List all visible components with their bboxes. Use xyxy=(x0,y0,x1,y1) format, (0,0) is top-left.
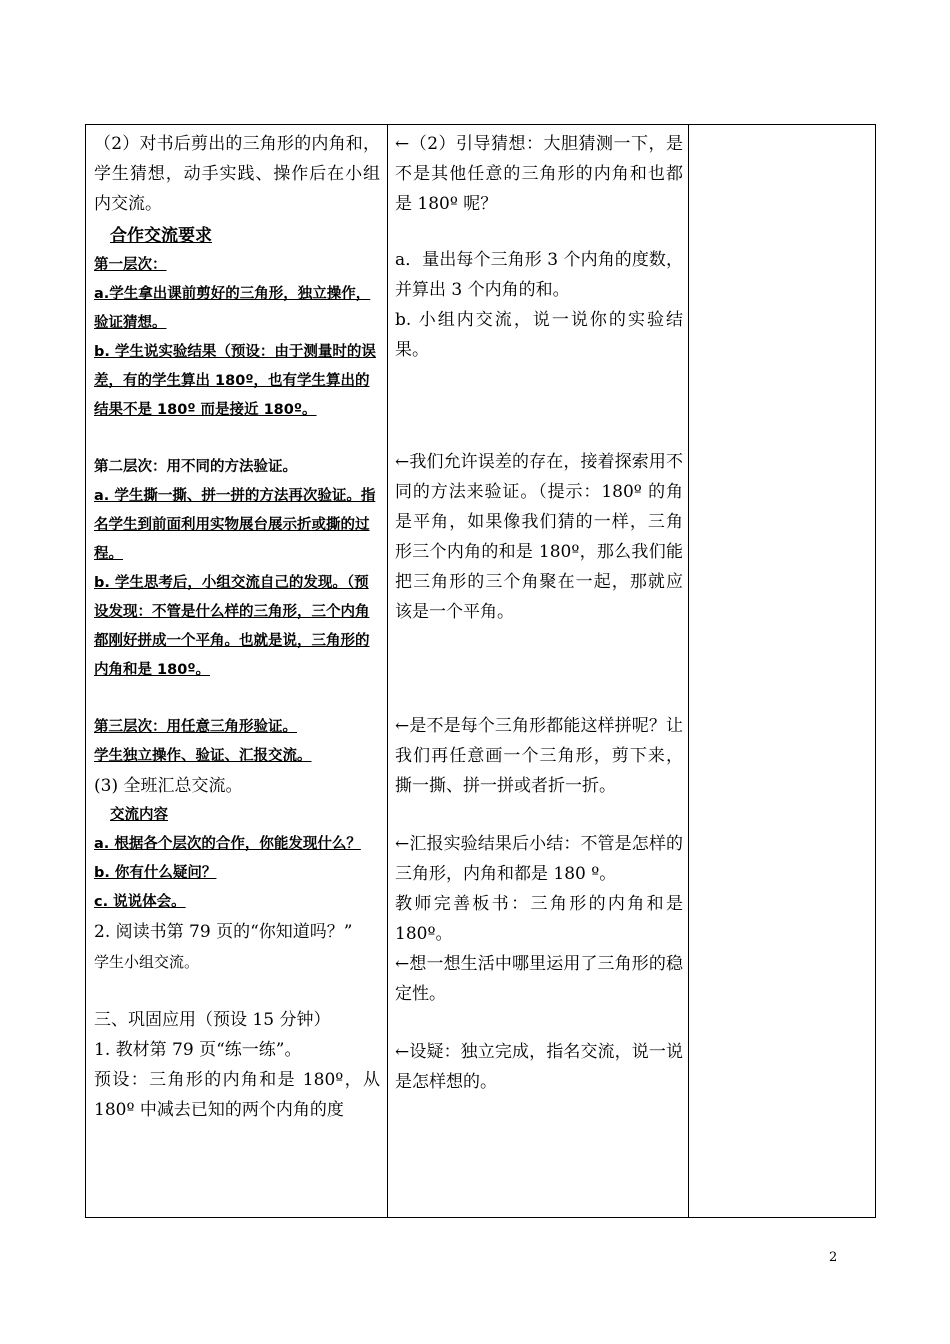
column-divider xyxy=(688,125,689,1217)
stability-text: ←想一想生活中哪里运用了三角形的稳定性。 xyxy=(395,954,683,1004)
teacher-guidance-column xyxy=(395,129,683,1097)
cooperation-requirements-title: 合作交流要求 xyxy=(110,226,212,246)
level2-b: b. 学生思考后，小组交流自己的发现。（预设发现：不管是什么样的三角形，三个内角都刚好拼成一个平角。也就是说，三角形的内角和是 180º。 xyxy=(94,575,370,678)
column-divider xyxy=(387,125,388,1217)
summary-text: ←汇报实验结果后小结：不管是怎样的三角形，内角和都是 180 º。 xyxy=(395,834,683,884)
content-c: c. 说说体会。 xyxy=(94,894,186,910)
doubt-text: ←设疑：独立完成，指名交流，说一说是怎样想的。 xyxy=(395,1042,683,1092)
allow-error-text: ←我们允许误差的存在，接着探索用不同的方法来验证。（提示：180º 的角是平角，如果像我们猜的一样，三角形三个内角的和是 180º，那么我们能把三角形的三个角聚在一起，那就应该是一个平角。 xyxy=(395,452,683,622)
level1-a: a.学生拿出课前剪好的三角形，独立操作，验证猜想。 xyxy=(94,286,371,331)
level3-body: 学生独立操作、验证、汇报交流。 xyxy=(94,748,312,764)
task-b-text: b. 小组内交流，说一说你的实验结果。 xyxy=(395,310,683,360)
level1-title: 第一层次： xyxy=(94,257,167,273)
exercise1-text: 1. 教材第 79 页“练一练”。 xyxy=(94,1040,302,1060)
group-talk-text: 学生小组交流。 xyxy=(94,953,200,971)
level1-b: b. 学生说实验结果（预设：由于测量时的误差，有的学生算出 180º，也有学生算出的结果不是 180º 而是接近 180º。 xyxy=(94,344,376,418)
intro-text: （2）对书后剪出的三角形的内角和，学生猜想，动手实践、操作后在小组内交流。 xyxy=(94,134,380,214)
item3-text: (3) 全班汇总交流。 xyxy=(94,776,243,796)
lesson-plan-table xyxy=(85,124,876,1218)
content-b: b. 你有什么疑问？ xyxy=(94,865,217,881)
board-text: 教师完善板书：三角形的内角和是 180º。 xyxy=(395,894,683,944)
student-activity-column xyxy=(94,129,380,1125)
content-a: a. 根据各个层次的合作，你能发现什么？ xyxy=(94,836,361,852)
section3-heading: 三、巩固应用（预设 15 分钟） xyxy=(94,1010,331,1030)
level3-title: 第三层次：用任意三角形验证。 xyxy=(94,719,297,735)
level2-title: 第二层次：用不同的方法验证。 xyxy=(94,459,297,475)
content-title: 交流内容 xyxy=(110,807,168,823)
guide-text: ←（2）引导猜想：大胆猜测一下，是不是其他任意的三角形的内角和也都是 180º 呢？ xyxy=(395,134,683,214)
page-number: 2 xyxy=(829,1250,838,1265)
read-book-text: 2. 阅读书第 79 页的“你知道吗？” xyxy=(94,922,353,942)
preset-text: 预设：三角形的内角和是 180º，从 180º 中减去已知的两个内角的度 xyxy=(94,1070,380,1120)
every-triangle-text: ←是不是每个三角形都能这样拼呢？让我们再任意画一个三角形，剪下来，撕一撕、拼一拼或者折一折。 xyxy=(395,716,683,796)
level2-a: a. 学生撕一撕、拼一拼的方法再次验证。指名学生到前面利用实物展台展示折或撕的过程。 xyxy=(94,488,376,562)
task-a-text: a．量出每个三角形 3 个内角的度数，并算出 3 个内角的和。 xyxy=(395,250,683,300)
